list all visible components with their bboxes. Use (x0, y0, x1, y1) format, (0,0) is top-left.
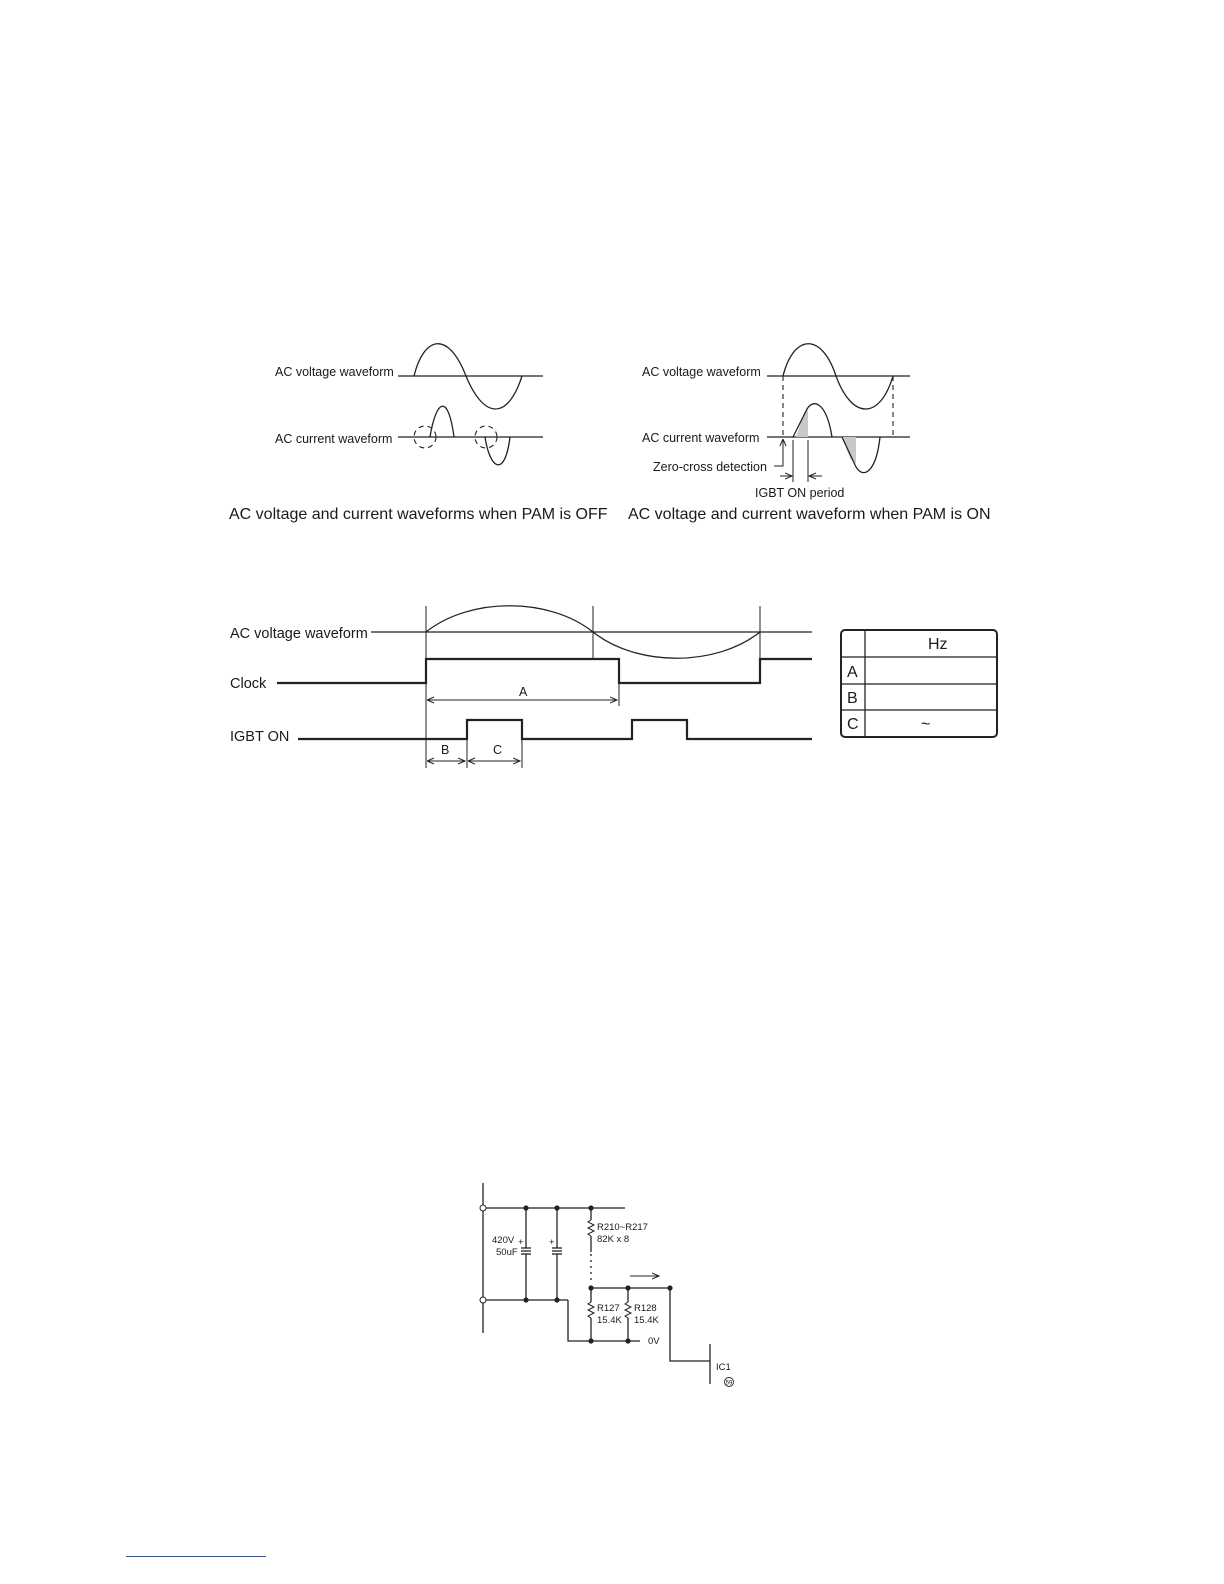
igbt-period-label: IGBT ON period (755, 486, 845, 500)
clock-signal (277, 659, 812, 683)
frequency-table (841, 630, 997, 737)
pam-on-current-label: AC current waveform (642, 431, 760, 445)
voltage-divider-circuit (480, 1183, 734, 1387)
zero-cross-leader (774, 458, 783, 466)
table-header-hz: Hz (928, 636, 948, 653)
cap1-plus: + (518, 1237, 524, 1248)
r128-value: 15.4K (634, 1315, 659, 1326)
timing-diagram (230, 606, 812, 768)
footer-rule (126, 1556, 266, 1557)
node-gnd-2 (625, 1338, 630, 1343)
zero-cross-label: Zero-cross detection (653, 460, 767, 474)
pam-on-shade-pos (796, 410, 808, 437)
r-top-name: R210~R217 (597, 1222, 648, 1233)
node-gnd-1 (588, 1338, 593, 1343)
r128-resistor (625, 1302, 631, 1318)
table-row-c-value: ~ (921, 716, 931, 733)
r127-name: R127 (597, 1303, 620, 1314)
ic1-pin-number: 59 (725, 1380, 733, 1387)
pam-off-waveforms (229, 344, 608, 523)
pam-off-current-label: AC current waveform (275, 432, 393, 446)
cap-voltage: 420V (492, 1235, 515, 1246)
cap2-plus: + (549, 1237, 555, 1248)
r127-resistor (588, 1302, 594, 1318)
r127-value: 15.4K (597, 1315, 622, 1326)
r128-name: R128 (634, 1303, 657, 1314)
ic-feed-line (670, 1288, 710, 1361)
ic1-label: IC1 (716, 1362, 731, 1373)
pam-on-caption: AC voltage and current waveform when PAM is ON (628, 506, 991, 523)
pam-off-caption: AC voltage and current waveforms when PAM is OFF (229, 506, 608, 523)
pam-on-waveforms (628, 344, 991, 523)
dim-b-label: B (441, 743, 450, 757)
r-top-value: 82K x 8 (597, 1234, 630, 1245)
dim-c-label: C (493, 743, 503, 757)
pam-off-current-pulses (430, 406, 510, 465)
pam-off-voltage-label: AC voltage waveform (275, 365, 394, 379)
terminal-top (480, 1205, 486, 1211)
table-row-a-label: A (847, 664, 858, 681)
clock-label: Clock (230, 676, 267, 692)
dim-a-label: A (519, 685, 528, 699)
table-row-b-label: B (847, 690, 858, 707)
timing-voltage-label: AC voltage waveform (230, 626, 368, 642)
igbt-signal (298, 720, 812, 739)
r-top-resistor (588, 1220, 594, 1236)
table-row-c-label: C (847, 716, 859, 733)
pam-on-voltage-label: AC voltage waveform (642, 365, 761, 379)
terminal-bottom (480, 1297, 486, 1303)
cap-value: 50uF (496, 1247, 518, 1258)
zero-volt-label: 0V (648, 1336, 660, 1347)
igbt-label: IGBT ON (230, 729, 290, 745)
